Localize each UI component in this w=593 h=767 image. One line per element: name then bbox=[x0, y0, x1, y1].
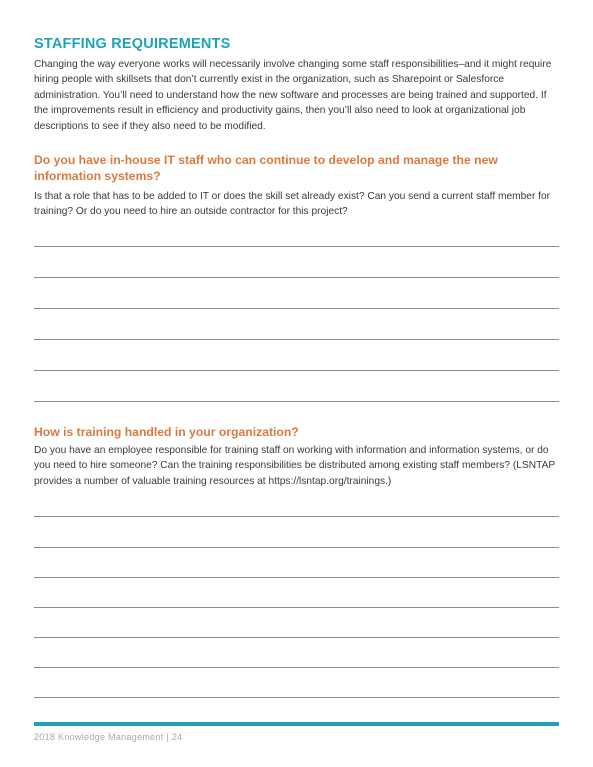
answer-line[interactable] bbox=[34, 370, 559, 371]
footer-page-label: 2018 Knowledge Management | 24 bbox=[34, 732, 183, 742]
footer-divider bbox=[34, 722, 559, 726]
question-2-description: Do you have an employee responsible for training staff on working with information and information systems, or do you need to hire someone? Can the training responsibilities be distributed among existing staff members? (LSNTAP provides a number of valuable training resources at https://lsntap.org/trainings.) bbox=[34, 445, 555, 487]
answer-line[interactable] bbox=[34, 401, 559, 402]
answer-line[interactable] bbox=[34, 667, 559, 668]
intro-paragraph: Changing the way everyone works will necessarily involve changing some staff responsibilities–and it might require hiring people with skillsets that don’t currently exist in the organization, such as Sharepoint or Salesforce administration. You’ll need to understand how the new software and processes are being trained and supported. If the improvements result in efficiency and productivity gains, then you’ll also need to look at organizational job descriptions to see if they also need to be modified. bbox=[34, 59, 552, 132]
question-2-heading: How is training handled in your organization? bbox=[34, 425, 299, 439]
answer-line[interactable] bbox=[34, 607, 559, 608]
answer-line[interactable] bbox=[34, 577, 559, 578]
answer-line[interactable] bbox=[34, 308, 559, 309]
answer-line[interactable] bbox=[34, 547, 559, 548]
answer-line[interactable] bbox=[34, 339, 559, 340]
question-1-description: Is that a role that has to be added to IT or does the skill set already exist? Can you send a current staff member for training? Or do you need to hire an outside contractor for this project? bbox=[34, 191, 551, 218]
question-1-heading: Do you have in-house IT staff who can continue to develop and manage the new information systems? bbox=[34, 153, 498, 183]
answer-line[interactable] bbox=[34, 697, 559, 698]
answer-line[interactable] bbox=[34, 637, 559, 638]
answer-line[interactable] bbox=[34, 277, 559, 278]
section-title: STAFFING REQUIREMENTS bbox=[34, 36, 231, 52]
answer-line[interactable] bbox=[34, 246, 559, 247]
answer-line[interactable] bbox=[34, 516, 559, 517]
